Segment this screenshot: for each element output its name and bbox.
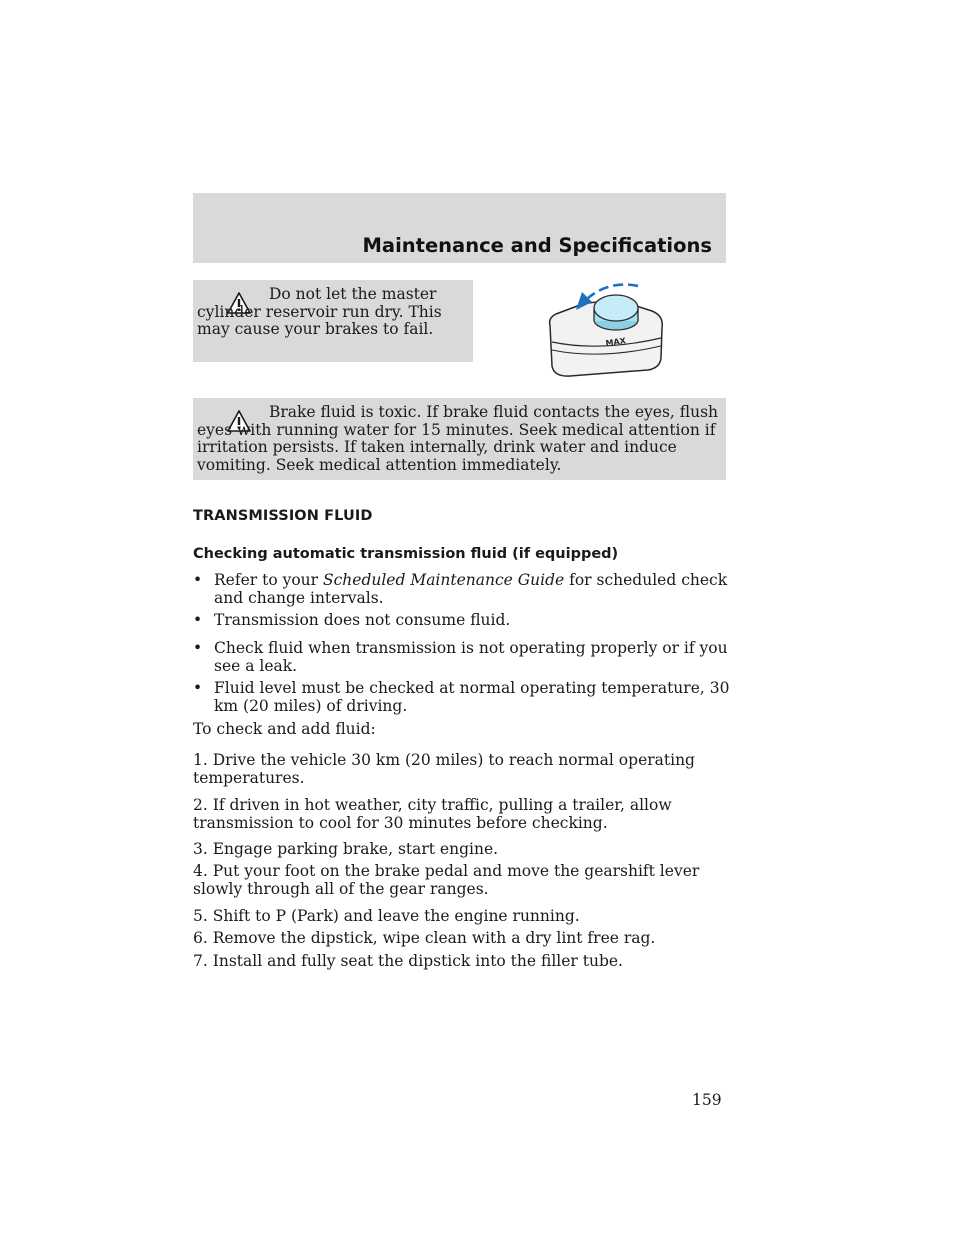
bullet-dot: • [193, 679, 203, 697]
paragraph: To check and add fluid: [193, 720, 376, 738]
step-4: 4. Put your foot on the brake pedal and move the gearshift lever slowly through all of the gear ranges. [193, 862, 700, 898]
page-title: Maintenance and Specifications [362, 234, 712, 257]
bullet-dot: • [193, 571, 203, 589]
step-5: 5. Shift to P (Park) and leave the engine running. [193, 907, 580, 925]
warning-box-reservoir [193, 280, 473, 362]
section-heading: TRANSMISSION FLUID [193, 508, 373, 524]
warning-text: Brake fluid is toxic. If brake fluid contacts the eyes, flush eyes with running water for 15 minutes. Seek medical attention if irritation persists. If taken internally, drink water and induce vomiting. Seek medical attention immediately. [197, 403, 719, 474]
bullet-dot: • [193, 611, 203, 629]
bullet-dot: • [193, 639, 203, 657]
bullet-item: • Fluid level must be checked at normal operating temperature, 30 km (20 miles) of driving. [193, 679, 730, 715]
sub-heading: Checking automatic transmission fluid (if equipped) [193, 546, 619, 562]
reservoir-cap-top [594, 295, 638, 321]
warning-text: Do not let the master cylinder reservoir run dry. This may cause your brakes to fail. [197, 285, 442, 338]
brake-reservoir-illustration [540, 280, 670, 390]
header-bar [193, 193, 726, 263]
step-1: 1. Drive the vehicle 30 km (20 miles) to reach normal operating temperatures. [193, 751, 695, 787]
step-7: 7. Install and fully seat the dipstick into the filler tube. [193, 952, 623, 970]
bullet-item: • Transmission does not consume fluid. [193, 611, 511, 629]
max-label: MAX [605, 336, 627, 348]
step-6: 6. Remove the dipstick, wipe clean with a dry lint free rag. [193, 929, 656, 947]
maintenance-guide-title: Scheduled Maintenance Guide [322, 571, 565, 589]
bullet-item: • Refer to your Scheduled Maintenance Guide for scheduled check and change intervals. [193, 571, 728, 607]
warning-box-toxic [193, 398, 726, 480]
step-3: 3. Engage parking brake, start engine. [193, 840, 499, 858]
step-2: 2. If driven in hot weather, city traffic, pulling a trailer, allow transmission to cool for 30 minutes before checking. [193, 796, 672, 832]
page-number: 159 [692, 1091, 722, 1109]
bullet-item: • Check fluid when transmission is not operating properly or if you see a leak. [193, 639, 728, 675]
